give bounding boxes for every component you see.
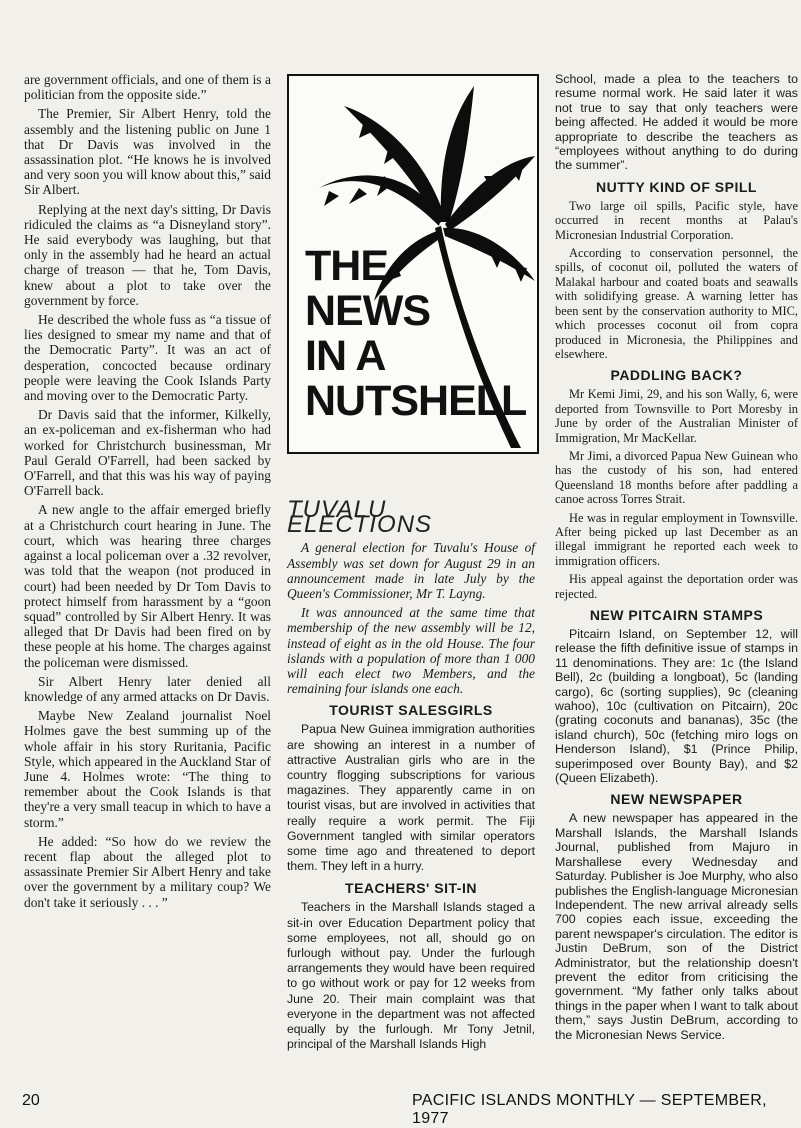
- paragraph: Mr Jimi, a divorced Papua New Guinean who has the custody of his son, had entered Queensland 18 months before after paddling a canoe across Torres Strait.: [555, 448, 798, 507]
- column-left: [24, 72, 271, 914]
- paragraph: Mr Kemi Jimi, 29, and his son Wally, 6, were deported from Townsville to Port Moresby in June by order of the Australian Minister of Immigration, Mr MacKellar.: [555, 387, 798, 445]
- paragraph: are government officials, and one of them is a politician from the opposite side.”: [24, 72, 271, 103]
- paragraph: Papua New Guinea immigration authorities are showing an interest in a number of attractive Australian girls who are in the country flogging subscriptions for various magazines. They apparently came in on tourist visas, but are involved in activities that really require a work permit. The Fiji Government tangled with similar operators some time ago and threatened to deport them. They left in a hurry.: [287, 722, 535, 874]
- paragraph: Sir Albert Henry later denied all knowledge of any armed attacks on Dr Davis.: [24, 673, 271, 704]
- paragraph: The Premier, Sir Albert Henry, told the assembly and the listening public on June 1 that Dr Davis was involved in the assassination plot. “He knows he is involved and very soon you will know about this,” said Sir Albert.: [24, 106, 271, 198]
- paragraph: He added: “So how do we review the recent flap about the alleged plot to assassinate Premier Sir Albert Henry and take over the government by a military coup? We don't take it seriously . . . ”: [24, 833, 271, 910]
- news-in-a-nutshell-box: [287, 74, 539, 454]
- paragraph: He was in regular employment in Townsville. After being picked up last December as an illegal immigrant he reported each week to immigration officers.: [555, 510, 798, 568]
- section-heading: NEW PITCAIRN STAMPS: [589, 607, 764, 623]
- paragraph: According to conservation personnel, the spills, of coconut oil, polluted the waters of Malakal harbour and coated boats and seawalls with solidifying grease. A warning letter has been sent by the conservation authority to MIC, which processes coconut oil from copra produced in Micronesia, the Philippines and elsewhere.: [555, 246, 798, 361]
- section-heading: NEW NEWSPAPER: [610, 791, 743, 808]
- box-heading-line: THE: [305, 242, 388, 290]
- paragraph: He described the whole fuss as “a tissue of lies designed to smear my name and that of the Democratic Party”. It was an act of desperation, concocted because ordinary people were leaving the Cook Islands Party and moving over to the Democratic Party.: [24, 312, 271, 404]
- box-heading-line: IN A: [305, 332, 386, 380]
- paragraph: A new newspaper has appeared in the Marshall Islands, the Marshall Islands Journal, published from Majuro in Marshallese every Wednesday and Saturday. Publisher is Joe Murphy, who also publishes the English-language Micronesian Independent. The new arrival already sells 700 copies each issue, exceeding the parent newspaper's circulation. The editor is Justin DeBrum, son of the District Administrator, but the relationship doesn't prevent the editor from criticising the government. “My father only talks about things in the paper when I want to talk about them,” says Justin DeBrum, according to the Micronesian News Service.: [555, 811, 798, 1042]
- masthead-footer: PACIFIC ISLANDS MONTHLY — SEPTEMBER, 1977: [412, 1092, 767, 1127]
- section-heading: PADDLING BACK?: [610, 367, 743, 384]
- section-heading: TOURIST SALESGIRLS: [329, 702, 493, 719]
- paragraph: A general election for Tuvalu's House of Assembly was set down for August 29 in an announcement made in late July by the Queen's Commissioner, Mr T. Layng.: [287, 540, 535, 602]
- paragraph: Replying at the next day's sitting, Dr Davis ridiculed the claims as “a Disneyland story”. He said everybody was laughing, but that only in the assembly had he heard an actual charge of treason — that he, Tom Davis, knew about a plot to take over the government by force.: [24, 201, 271, 308]
- tuvalu-heading: TUVALU ELECTIONS: [287, 496, 433, 539]
- section-heading: NUTTY KIND OF SPILL: [596, 178, 757, 195]
- paragraph: Pitcairn Island, on September 12, will release the fifth definitive issue of stamps in 11 denominations. They are: 1c (the Island Bell), 2c (building a longboat), 5c (landing cargo), 6c (sorting supplies), 9c (cleaning wahoo), 10c (cultivation on Pitcairn), 20c (grating coconuts and bananas), 35c (the island church), 50c (fetching miro logs on Henderson Island), $1 (Prince Philip, superimposed over Bounty Bay), and $2 (Queen Elizabeth).: [555, 627, 798, 786]
- paragraph: Teachers in the Marshall Islands staged a sit-in over Education Department policy that some employees, not all, should go on furlough without pay. Under the furlough arrangements they would have been required to go without work or pay for 12 weeks from June 20. Their main complaint was that everyone in the department was not affected equally by the furlough. Mr Tony Jetnil, principal of the Marshall Islands High: [287, 900, 535, 1052]
- box-heading-line: NEWS: [305, 287, 430, 335]
- box-heading-line: NUTSHELL: [305, 377, 527, 425]
- page-number: 20: [22, 1092, 40, 1109]
- paragraph: A new angle to the affair emerged briefly at a Christchurch court hearing in June. The court, which was hearing three charges against a local policeman over a .32 revolver, was told that the weapon (not produced in court) had been needed by Dr Tom Davis to protect himself from harassment by a “goon squad” controlled by Sir Albert Henry. It was alleged that Dr Davis had been fired on by these people at his home. The charges against the policeman were dismissed.: [24, 502, 271, 670]
- paragraph: It was announced at the same time that membership of the new assembly will be 12, instead of eight as in the old House. The four islands with a population of more than 1 000 will each elect two Members, and the remaining four islands one each.: [287, 605, 535, 697]
- paragraph: Two large oil spills, Pacific style, have occurred in recent months at Palau's Micronesian Industrial Corporation.: [555, 198, 798, 242]
- section-heading: TEACHERS' SIT-IN: [345, 880, 477, 897]
- column-middle: [287, 496, 535, 1057]
- paragraph: His appeal against the deportation order was rejected.: [555, 572, 798, 601]
- paragraph: School, made a plea to the teachers to resume normal work. He said later it was not true to say that only teachers were being affected. He added it would be more appropriate to describe the teachers as “employees without anything to do during the summer”.: [555, 72, 798, 173]
- paragraph: Maybe New Zealand journalist Noel Holmes gave the best summing up of the whole affair in his story Ruritania, Pacific Style, which appeared in the Auckland Star of June 4. Holmes wrote: “The thing to remember about the Cook Islands is that they're a very small teacup in which to have a storm.”: [24, 708, 271, 830]
- column-right: [555, 72, 798, 1046]
- box-heading: [305, 244, 526, 424]
- paragraph: Dr Davis said that the informer, Kilkelly, an ex-policeman and ex-fisherman who had worked for Christchurch businessman, Mr Paul Gerald O'Farrell, had been sacked by O'Farrell, and that this was his way of paying O'Farrell back.: [24, 407, 271, 499]
